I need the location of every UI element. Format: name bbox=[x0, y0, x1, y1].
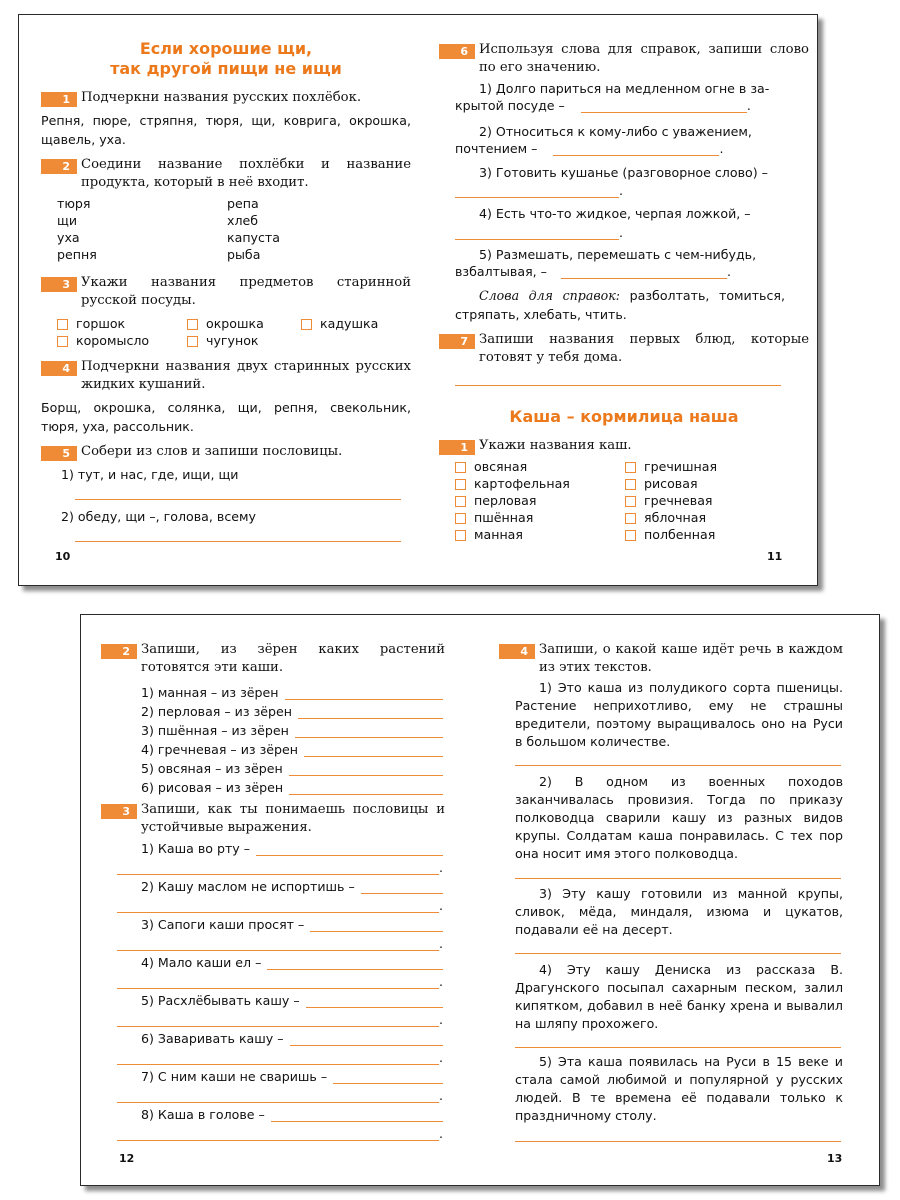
answer-row[interactable]: 3) Сапоги каши просят – bbox=[141, 913, 443, 932]
workbook-spread-pages-10-11 bbox=[18, 14, 818, 586]
answer-line[interactable] bbox=[455, 385, 781, 386]
task-instruction: Собери из слов и запиши пословицы. bbox=[81, 444, 343, 459]
checkbox-option[interactable]: пшённая bbox=[455, 510, 570, 527]
checkbox[interactable] bbox=[455, 530, 466, 541]
proverb-item bbox=[117, 1027, 443, 1065]
task-number-badge: 3 bbox=[41, 277, 77, 292]
soup-item[interactable]: тюря bbox=[57, 196, 91, 211]
porridge-options-left bbox=[455, 459, 570, 544]
task-number-badge: 2 bbox=[101, 644, 137, 659]
task-3 bbox=[41, 274, 411, 310]
task-3 bbox=[101, 801, 445, 837]
page-number: 10 bbox=[55, 550, 71, 563]
checkbox-option[interactable]: рисовая bbox=[625, 476, 717, 493]
checkbox[interactable] bbox=[57, 319, 68, 330]
answer-row[interactable]: . bbox=[117, 856, 443, 875]
answer-line[interactable] bbox=[75, 499, 401, 500]
checkbox-option[interactable]: овсяная bbox=[455, 459, 570, 476]
answer-row[interactable]: 5) Расхлёбывать кашу – bbox=[141, 989, 443, 1008]
answer-row[interactable]: 1) манная – из зёрен bbox=[141, 681, 443, 700]
page-10 bbox=[41, 15, 411, 585]
grain-answers bbox=[141, 681, 443, 795]
soup-item[interactable]: репня bbox=[57, 247, 97, 262]
answer-row[interactable]: 6) рисовая – из зёрен bbox=[141, 776, 443, 795]
answer-row[interactable]: 5) овсяная – из зёрен bbox=[141, 757, 443, 776]
task-number-badge: 7 bbox=[439, 334, 475, 349]
answer-row[interactable]: 4) гречневая – из зёрен bbox=[141, 738, 443, 757]
section-heading: Если хорошие щи, так другой пищи не ищи bbox=[110, 39, 342, 78]
answer-line[interactable] bbox=[515, 953, 841, 954]
answer-row[interactable]: . bbox=[117, 1122, 443, 1141]
proverb-item bbox=[117, 1103, 443, 1141]
checkbox[interactable] bbox=[455, 496, 466, 507]
word-list: Борщ, окрошка, солянка, щи, репня, свекольник, тюря, уха, рассольник. bbox=[41, 400, 411, 434]
checkbox[interactable] bbox=[625, 462, 636, 473]
soup-item[interactable]: щи bbox=[57, 213, 78, 228]
proverb-item bbox=[117, 989, 443, 1027]
answer-line[interactable] bbox=[75, 541, 401, 542]
answer-row[interactable]: . bbox=[117, 970, 443, 989]
answer-row[interactable]: . bbox=[117, 932, 443, 951]
product-item[interactable]: хлеб bbox=[227, 213, 259, 228]
page-13 bbox=[499, 615, 869, 1185]
task-2 bbox=[41, 156, 411, 192]
checkbox[interactable] bbox=[187, 336, 198, 347]
checkbox[interactable] bbox=[455, 462, 466, 473]
answer-line[interactable] bbox=[515, 1141, 841, 1142]
task-number-badge: 1 bbox=[41, 92, 77, 107]
task-5 bbox=[41, 443, 411, 461]
answer-line[interactable] bbox=[515, 765, 841, 766]
proverb-item bbox=[117, 875, 443, 913]
checkbox-option[interactable]: картофельная bbox=[455, 476, 570, 493]
answer-row[interactable]: 4) Мало каши ел – bbox=[141, 951, 443, 970]
task-instruction: Запиши, как ты понимаешь пословицы и устойчивые выражения. bbox=[141, 802, 445, 835]
proverb-answers bbox=[117, 837, 443, 1141]
workbook-spread-pages-12-13 bbox=[80, 614, 880, 1186]
page-number: 11 bbox=[767, 550, 783, 563]
answer-row[interactable]: . bbox=[117, 1008, 443, 1027]
answer-row[interactable]: 6) Заваривать кашу – bbox=[141, 1027, 443, 1046]
answer-row[interactable]: 2) Кашу маслом не испортишь – bbox=[141, 875, 443, 894]
definition-1: 1) Долго париться на медленном огне в за- bbox=[479, 81, 770, 96]
checkbox-option[interactable]: кадушка bbox=[301, 316, 378, 331]
answer-row[interactable]: взбалтывая, – . bbox=[455, 264, 731, 279]
checkbox-option[interactable]: коромысло bbox=[57, 333, 149, 348]
proverb-item bbox=[117, 837, 443, 875]
checkbox[interactable] bbox=[625, 513, 636, 524]
task-number-badge: 5 bbox=[41, 446, 77, 461]
answer-row[interactable]: 1) Каша во рту – bbox=[141, 837, 443, 856]
answer-row[interactable]: 3) пшённая – из зёрен bbox=[141, 719, 443, 738]
task-4 bbox=[41, 358, 411, 436]
task-instruction: Запиши, о какой каше идёт речь в каждом из этих текстов. bbox=[539, 642, 843, 675]
answer-row[interactable]: 2) перловая – из зёрен bbox=[141, 700, 443, 719]
checkbox[interactable] bbox=[625, 530, 636, 541]
checkbox-option[interactable]: окрошка bbox=[187, 316, 264, 331]
proverb-item bbox=[117, 1065, 443, 1103]
text-passage-3: 3) Эту кашу готовили из манной крупы, сливок, мёда, миндаля, изюма и цукатов, подавали её на десерт. bbox=[515, 886, 843, 937]
checkbox-option[interactable]: горшок bbox=[57, 316, 125, 331]
task-instruction: Соедини название похлёбки и название продукта, который в неё входит. bbox=[81, 157, 411, 190]
task-1 bbox=[41, 89, 411, 149]
definition-5: 5) Размешать, перемешать с чем-нибудь, bbox=[479, 247, 757, 262]
product-item[interactable]: репа bbox=[227, 196, 259, 211]
task-number-badge: 3 bbox=[101, 804, 137, 819]
page-number: 12 bbox=[119, 1152, 135, 1165]
text-passage-4: 4) Эту кашу Дениска из рассказа В. Драгунского посыпал сахарным песком, залил кипятком, добавил в неё банку хрена и вывалил на шляпу прохожего. bbox=[515, 962, 843, 1031]
definition-3: 3) Готовить кушанье (разговорное слово) – bbox=[479, 165, 768, 180]
answer-row[interactable]: 8) Каша в голове – bbox=[141, 1103, 443, 1122]
proverb-item bbox=[117, 913, 443, 951]
proverb-item bbox=[117, 951, 443, 989]
task-number-badge: 2 bbox=[41, 159, 77, 174]
porridge-task-1 bbox=[439, 437, 809, 455]
definition-4: 4) Есть что-то жидкое, черпая ложкой, – bbox=[479, 206, 751, 221]
checkbox[interactable] bbox=[625, 496, 636, 507]
checkbox[interactable] bbox=[301, 319, 312, 330]
proverb-words-2: 2) обеду, щи –, голова, всему bbox=[61, 509, 256, 524]
product-item[interactable]: капуста bbox=[227, 230, 280, 245]
product-list bbox=[227, 195, 280, 263]
task-2 bbox=[101, 641, 445, 677]
answer-line[interactable] bbox=[515, 878, 841, 879]
text-passage-1: 1) Это каша из полудикого сорта пшеницы. Растение неприхотливо, ему не страшны вредители, поэтому выращивалось оно на Руси в большом количестве. bbox=[515, 680, 843, 749]
answer-row[interactable]: крытой посуде – . bbox=[455, 98, 751, 113]
porridge-options-right bbox=[625, 459, 717, 544]
task-instruction: Укажи названия предметов старинной русской посуды. bbox=[81, 275, 411, 308]
task-instruction: Запиши названия первых блюд, которые готовят у тебя дома. bbox=[479, 332, 809, 365]
page-number: 13 bbox=[827, 1152, 843, 1165]
checkbox-option[interactable]: яблочная bbox=[625, 510, 717, 527]
task-instruction: Используя слова для справок, запиши слово по его значению. bbox=[479, 42, 809, 75]
product-item[interactable]: рыба bbox=[227, 247, 261, 262]
task-6 bbox=[439, 41, 809, 77]
word-list: Репня, пюре, стряпня, тюря, щи, коврига, окрошка, щавель, уха. bbox=[41, 113, 411, 147]
soup-item[interactable]: уха bbox=[57, 230, 80, 245]
answer-row[interactable]: 7) С ним каши не сваришь – bbox=[141, 1065, 443, 1084]
task-number-badge: 4 bbox=[499, 644, 535, 659]
answer-row[interactable]: . bbox=[117, 1084, 443, 1103]
checkbox-option[interactable]: гречневая bbox=[625, 493, 717, 510]
checkbox-option[interactable]: чугунок bbox=[187, 333, 259, 348]
section-heading: Каша – кормилица наша bbox=[509, 407, 739, 426]
task-number-badge: 6 bbox=[439, 44, 475, 59]
soup-list bbox=[57, 195, 97, 263]
checkbox[interactable] bbox=[455, 479, 466, 490]
answer-row[interactable]: . bbox=[117, 1046, 443, 1065]
checkbox-option[interactable]: перловая bbox=[455, 493, 570, 510]
task-instruction: Подчеркни названия русских похлёбок. bbox=[81, 90, 362, 105]
text-passage-2: 2) В одном из военных походов заканчивалась провизия. Тогда по приказу полководца сварили кашу из разных видов крупы. Солдатам каша понравилась. С тех пор она носит имя этого полководца. bbox=[515, 774, 843, 861]
text-passage-5: 5) Эта каша появилась на Руси в 15 веке и стала самой любимой и популярной у русских людей. В те времена её подавали только к праздничному столу. bbox=[515, 1054, 843, 1123]
task-4 bbox=[499, 641, 843, 677]
task-number-badge: 1 bbox=[439, 440, 475, 455]
checkbox[interactable] bbox=[455, 513, 466, 524]
checkbox[interactable] bbox=[625, 479, 636, 490]
checkbox-option[interactable]: гречишная bbox=[625, 459, 717, 476]
answer-row[interactable]: . bbox=[455, 183, 785, 198]
page-12 bbox=[101, 615, 471, 1185]
task-instruction: Запиши, из зёрен каких растений готовятся эти каши. bbox=[141, 642, 445, 675]
checkbox-option[interactable]: манная bbox=[455, 527, 570, 544]
task-number-badge: 4 bbox=[41, 361, 77, 376]
checkbox-option[interactable]: полбенная bbox=[625, 527, 717, 544]
reference-words: Слова для справок: разболтать, томиться, стряпать, хлебать, чтить. bbox=[455, 288, 785, 322]
answer-row[interactable]: почтением – . bbox=[455, 141, 724, 156]
definition-2: 2) Относиться к кому-либо с уважением, bbox=[479, 124, 752, 139]
proverb-words-1: 1) тут, и нас, где, ищи, щи bbox=[61, 467, 239, 482]
checkbox[interactable] bbox=[187, 319, 198, 330]
answer-row[interactable]: . bbox=[117, 894, 443, 913]
page-11 bbox=[439, 15, 809, 585]
task-instruction: Укажи названия каш. bbox=[479, 438, 632, 453]
task-7 bbox=[439, 331, 809, 367]
checkbox[interactable] bbox=[57, 336, 68, 347]
answer-line[interactable] bbox=[515, 1047, 841, 1048]
answer-row[interactable]: . bbox=[455, 225, 785, 240]
task-instruction: Подчеркни названия двух старинных русских жидких кушаний. bbox=[81, 359, 411, 392]
